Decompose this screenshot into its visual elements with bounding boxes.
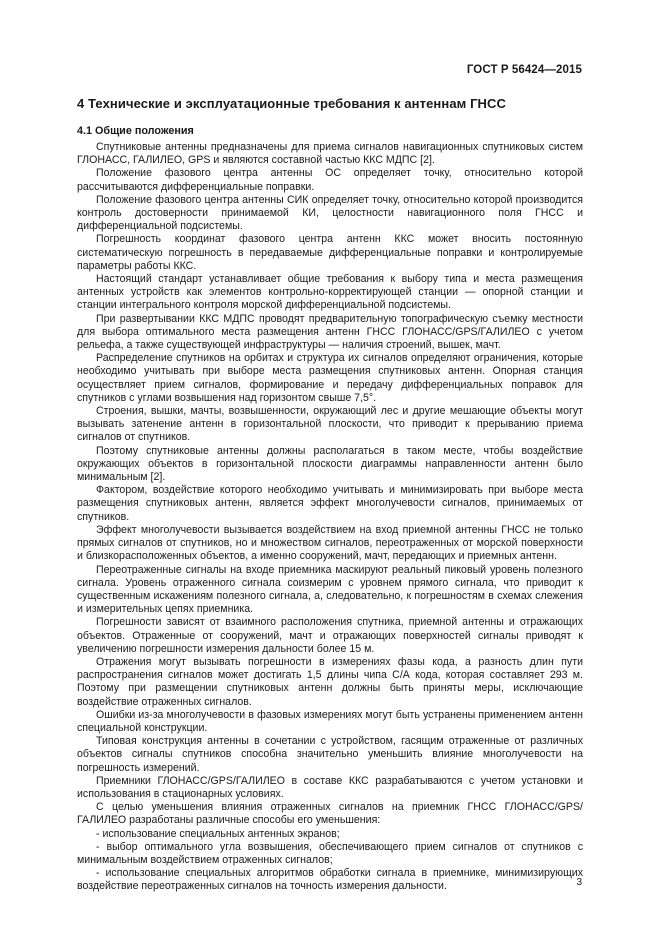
paragraph: Фактором, воздействие которого необходимо учитывать и минимизировать при выборе места размещения спутниковых антенн, является эффект многолучевости сигналов, принимаемых от спутников. bbox=[77, 484, 583, 523]
paragraph: Приемники ГЛОНАСС/GPS/ГАЛИЛЕО в составе ККС разрабатываются с учетом установки и использования в стационарных условиях. bbox=[77, 774, 583, 800]
paragraph: Погрешность координат фазового центра антенн ККС может вносить постоянную систематическую погрешность в передаваемые дифференциальные поправки и контролируемые параметры работы ККС. bbox=[77, 233, 583, 272]
paragraph: Положение фазового центра антенны СИК определяет точку, относительно которой производится контроль достоверности принимаемой КИ, целостности навигационного поля ГНСС и дифференциальной подсистемы. bbox=[77, 193, 583, 233]
paragraph: Эффект многолучевости вызывается воздействием на вход приемной антенны ГНСС не только прямых сигналов от спутников, но и множеством сигналов, переотраженных от морской поверхности и близкорасположенных объектов, а именно сооружений, мачт, передающих и приемных антенн. bbox=[77, 523, 583, 563]
paragraph: Настоящий стандарт устанавливает общие требования к выбору типа и места размещения антенных устройств как элементов контрольно-корректирующей станции — опорной станции и станции интегрального контроля морской дифференциальной подсистемы. bbox=[77, 273, 583, 312]
paragraph: Поэтому спутниковые антенны должны располагаться в таком месте, чтобы воздействие окружающих объектов в горизонтальной плоскости диаграммы направленности антенн было минимальным [2]. bbox=[77, 444, 583, 484]
body-text bbox=[77, 141, 583, 894]
paragraph: Спутниковые антенны предназначены для приема сигналов навигационных спутниковых систем ГЛОНАСС, ГАЛИЛЕО, GPS и являются составной частью ККС МДПС [2]. bbox=[77, 141, 583, 167]
paragraph: Переотраженные сигналы на входе приемника маскируют реальный пиковый уровень полезного сигнала. Уровень отраженного сигнала соизмерим с уровнем прямого сигнала, что приводит к существенным искажениям полезного сигнала, а, следовательно, к погрешностям в схемах слежения и измерительных цепях приемника. bbox=[77, 563, 583, 616]
paragraph: С целью уменьшения влияния отраженных сигналов на приемник ГНСС ГЛОНАСС/GPS/ГАЛИЛЕО разработаны различные способы его уменьшения: bbox=[77, 801, 583, 827]
list-item: - выбор оптимального угла возвышения, обеспечивающего прием сигналов от спутников с минимальным воздействием отраженных сигналов; bbox=[77, 840, 583, 866]
page-number: 3 bbox=[576, 877, 582, 888]
section-title: 4 Технические и эксплуатационные требования к антеннам ГНСС bbox=[77, 96, 507, 111]
list-item: - использование специальных алгоритмов обработки сигнала в приемнике, минимизирующих воздействие переотраженных сигналов на точность измерения дальности. bbox=[77, 867, 583, 893]
paragraph: Погрешности зависят от взаимного расположения спутника, приемной антенны и отражающих объектов. Отраженные от сооружений, мачт и отражающих поверхностей сигналы приводят к увеличению погрешности измерения дальности более 15 м. bbox=[77, 616, 583, 655]
list-item: - использование специальных антенных экранов; bbox=[96, 827, 340, 840]
paragraph: Положение фазового центра антенны ОС определяет точку, относительно которой рассчитываются дифференциальные поправки. bbox=[77, 167, 583, 193]
paragraph: Распределение спутников на орбитах и структура их сигналов определяют ограничения, которые необходимо учитывать при выборе места размещения спутниковых антенн. Опорная станция осуществляет прием сигналов, формирование и передачу дифференциальных поправок для спутников с углами возвышения над горизонтом свыше 7,5°. bbox=[77, 352, 583, 404]
paragraph: Ошибки из-за многолучевости в фазовых измерениях могут быть устранены применением антенн специальной конструкции. bbox=[77, 708, 583, 734]
document-code: ГОСТ Р 56424—2015 bbox=[466, 64, 582, 76]
paragraph: При развертывании ККС МДПС проводят предварительную топографическую съемку местности для выбора оптимального места размещения антенн ГНСС ГЛОНАСС/GPS/ГАЛИЛЕО с учетом рельефа, а также существующей инфраструктуры — наличия строений, вышек, мачт. bbox=[77, 312, 583, 352]
paragraph: Строения, вышки, мачты, возвышенности, окружающий лес и другие мешающие объекты могут вызывать затенение антенн в горизонтальной плоскости, что приводит к прерыванию приема сигналов от спутников. bbox=[77, 405, 583, 444]
subsection-title: 4.1 Общие положения bbox=[77, 125, 194, 137]
paragraph: Отражения могут вызывать погрешности в измерениях фазы кода, а разность длин пути распространения сигналов может достигать 1,5 длины чипа С/А кода, которая составляет 293 м. Поэтому при размещении спутниковых антенн должны быть приняты меры, исключающие воздействие отраженных сигналов. bbox=[77, 655, 583, 708]
paragraph: Типовая конструкция антенны в сочетании с устройством, гасящим отраженные от различных объектов сигналы спутников способна значительно уменьшить влияние многолучевости на погрешность измерений. bbox=[77, 735, 583, 774]
